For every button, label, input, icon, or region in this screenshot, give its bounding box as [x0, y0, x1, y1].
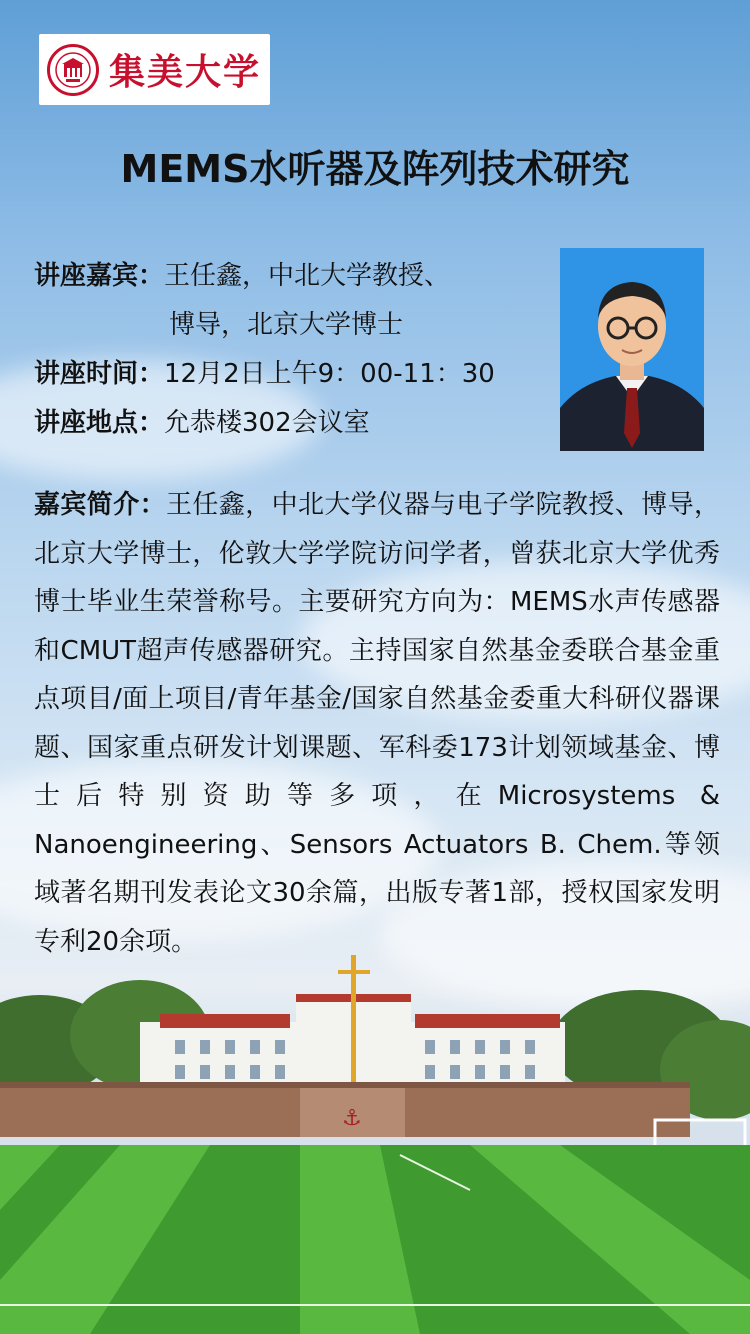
campus-scene: [0, 950, 750, 1334]
university-name: 集美大学: [109, 51, 262, 93]
university-logo: [39, 34, 270, 105]
time-row: [34, 350, 554, 399]
bio-text: 王任鑫，中北大学仪器与电子学院教授、博导，北京大学博士，伦敦大学学院访问学者，曾获北京大学优秀博士毕业生荣誉称号。主要研究方向为：MEMS水声传感器和CMUT超声传感器研究。主持国家自然基金委联合基金重点项目/面上项目/青年基金/国家自然基金委重大科研仪器课题、国家重点研发计划课题、军科委173计划领域基金、博士后特别资助等多项，在Microsystems & Nanoengineering、Sensors Actuators B. Chem.等领域著名期刊发表论文30余篇，出版专著1部，授权国家发明专利20余项。: [34, 490, 720, 957]
time-label: 讲座时间：: [34, 359, 165, 389]
page-title: MEMS水听器及阵列技术研究: [120, 147, 630, 191]
guest-bio: [34, 481, 720, 966]
mast: [351, 955, 356, 1085]
guest-row: [34, 252, 554, 301]
guest-label: 讲座嘉宾：: [34, 261, 165, 291]
place-row: [34, 399, 554, 448]
place-value: 允恭楼302会议室: [164, 408, 370, 438]
time-value: 12月2日上午9：00-11：30: [164, 359, 495, 389]
speaker-photo: [560, 248, 704, 451]
university-seal-icon: [47, 44, 99, 96]
guest-value-line2: 博导，北京大学博士: [169, 310, 404, 340]
bio-label: 嘉宾简介：: [34, 490, 166, 520]
svg-text:⚓: ⚓: [342, 1106, 362, 1131]
place-label: 讲座地点：: [34, 408, 165, 438]
guest-row-continued: [34, 301, 554, 350]
lecture-info: [34, 252, 554, 448]
guest-value: 王任鑫，中北大学教授、: [164, 261, 451, 291]
